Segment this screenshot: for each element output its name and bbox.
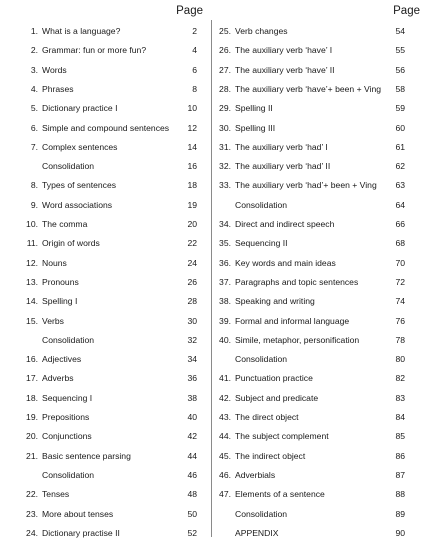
toc-entry-page: 85	[395, 431, 405, 442]
toc-entry-title: Spelling I	[42, 296, 78, 307]
toc-entry-number: 31.	[219, 141, 231, 152]
toc-entry-title: Adverbs	[42, 373, 74, 384]
toc-entry-number: 30.	[219, 122, 231, 133]
toc-entry-number: 36.	[219, 257, 231, 268]
toc-entry-page: 76	[395, 315, 405, 326]
toc-entry-number: 20.	[26, 431, 38, 442]
toc-entry-number: 42.	[219, 392, 231, 403]
toc-entry-title: The auxiliary verb ‘had’ II	[235, 161, 331, 172]
toc-entry-page: 54	[395, 26, 405, 36]
toc-entry[interactable]	[213, 121, 430, 135]
toc-entry-title: Types of sentences	[42, 180, 117, 191]
toc-entry-page: 26	[187, 276, 197, 287]
toc-entry-title: Nouns	[42, 257, 67, 268]
toc-entry[interactable]	[213, 43, 430, 57]
toc-entry-number: 19.	[26, 412, 38, 422]
toc-entry-number: 39.	[219, 315, 231, 326]
toc-entry-page: 84	[395, 412, 405, 422]
toc-entry[interactable]	[213, 217, 430, 231]
toc-entry[interactable]	[213, 82, 430, 96]
toc-entry[interactable]	[0, 487, 209, 501]
toc-entry-title: Simile, metaphor, personification	[235, 334, 360, 345]
toc-entry-title: Adjectives	[42, 354, 82, 365]
toc-entry-number: 4.	[30, 83, 38, 94]
toc-entry-page: 38	[187, 392, 197, 403]
toc-entry-title: Phrases	[42, 83, 74, 94]
toc-entry-number: 29.	[219, 103, 231, 114]
toc-entry-number: 23.	[26, 508, 38, 519]
toc-entry-title: Pronouns	[42, 276, 79, 287]
toc-entry-page: 14	[187, 141, 197, 152]
toc-entry-title: Conjunctions	[42, 431, 92, 442]
toc-entry-title: Sequencing II	[235, 238, 288, 249]
toc-entry-page: 55	[395, 45, 405, 56]
toc-entry[interactable]	[0, 333, 209, 347]
toc-entry[interactable]	[213, 236, 430, 250]
toc-entry-title: Tenses	[42, 489, 70, 500]
toc-entry[interactable]	[213, 352, 430, 366]
toc-entry-title: Word associations	[42, 199, 113, 210]
toc-entry-page: 32	[187, 334, 197, 345]
toc-entry[interactable]	[213, 198, 430, 212]
toc-entry-page: 56	[395, 64, 405, 75]
toc-entry-title: Subject and predicate	[235, 392, 319, 403]
toc-entry[interactable]	[0, 391, 209, 405]
toc-entry-title: Words	[42, 64, 67, 75]
toc-entry-number: 16.	[26, 354, 38, 365]
toc-entry-number: 22.	[26, 489, 38, 500]
toc-entry-page: 8	[192, 83, 197, 94]
toc-entry-page: 52	[187, 527, 197, 538]
toc-entry[interactable]	[0, 429, 209, 443]
toc-entry-page: 90	[395, 527, 405, 538]
toc-entry-number: 21.	[26, 450, 38, 461]
toc-entry-page: 22	[187, 238, 197, 249]
toc-entry-page: 64	[395, 199, 405, 210]
toc-entry-number: 24.	[26, 527, 38, 538]
toc-entry-page: 28	[187, 296, 197, 307]
toc-entry-title: Consolidation	[235, 508, 288, 519]
toc-entry[interactable]	[213, 449, 430, 463]
toc-entry-number: 13.	[26, 276, 38, 287]
toc-entry-number: 44.	[219, 431, 231, 442]
toc-entry-number: 17.	[26, 373, 38, 384]
toc-entry-title: Consolidation	[42, 469, 95, 480]
toc-entry-title: Consolidation	[235, 354, 288, 365]
toc-entry-title: Simple and compound sentences	[42, 122, 170, 133]
toc-entry-page: 20	[187, 219, 197, 229]
toc-entry-title: The comma	[42, 219, 88, 229]
toc-entry-title: Punctuation practice	[235, 373, 313, 384]
toc-entry[interactable]	[213, 526, 430, 540]
toc-entry-page: 44	[187, 450, 197, 461]
toc-entry-number: 46.	[219, 469, 231, 480]
toc-entry-title: Grammar: fun or more fun?	[42, 45, 147, 56]
toc-entry-number: 38.	[219, 296, 231, 307]
toc-entry-title: Speaking and writing	[235, 296, 315, 307]
toc-entry-page: 19	[187, 199, 197, 210]
toc-entry[interactable]	[213, 101, 430, 115]
toc-entry[interactable]	[213, 63, 430, 77]
toc-entry-number: 6.	[30, 122, 38, 133]
page-column-header: Page	[176, 5, 203, 17]
toc-entry-page: 18	[187, 180, 197, 191]
toc-entry-title: Origin of words	[42, 238, 100, 249]
toc-entry-title: Sequencing I	[42, 392, 93, 403]
toc-entry[interactable]	[0, 236, 209, 250]
toc-entry-title: Dictionary practise II	[42, 527, 120, 538]
toc-entry-number: 35.	[219, 238, 231, 249]
toc-entry-title: Consolidation	[42, 334, 95, 345]
toc-entry-title: APPENDIX	[235, 527, 279, 538]
toc-entry[interactable]	[213, 159, 430, 173]
toc-entry-number: 43.	[219, 412, 231, 422]
toc-entry-number: 47.	[219, 489, 231, 500]
toc-entry[interactable]	[213, 24, 430, 38]
toc-entry-number: 9.	[30, 199, 38, 210]
toc-entry[interactable]	[0, 178, 209, 192]
toc-entry-title: Consolidation	[235, 199, 288, 210]
toc-entry[interactable]	[0, 256, 209, 270]
toc-entry-title: Direct and indirect speech	[235, 219, 335, 229]
page-column-header: Page	[393, 5, 420, 17]
toc-entry-title: Verb changes	[235, 26, 288, 36]
toc-entry-number: 14.	[26, 296, 38, 307]
toc-entry-number: 10.	[26, 219, 38, 229]
toc-entry[interactable]	[213, 178, 430, 192]
toc-entry[interactable]	[0, 101, 209, 115]
toc-entry-page: 50	[187, 508, 197, 519]
toc-entry[interactable]	[0, 526, 209, 540]
toc-entry-page: 83	[395, 392, 405, 403]
toc-entry-number: 1.	[30, 26, 38, 36]
toc-entry-number: 25.	[219, 26, 231, 36]
toc-entry-title: Complex sentences	[42, 141, 118, 152]
toc-entry-title: Prepositions	[42, 412, 90, 422]
toc-entry-title: The indirect object	[235, 450, 306, 461]
toc-entry[interactable]	[0, 371, 209, 385]
toc-entry-page: 63	[395, 180, 405, 191]
toc-entry-page: 24	[187, 257, 197, 268]
toc-entry-title: Paragraphs and topic sentences	[235, 276, 359, 287]
toc-entry-title: Basic sentence parsing	[42, 450, 131, 461]
toc-entry[interactable]	[0, 294, 209, 308]
toc-entry-page: 10	[187, 103, 197, 114]
toc-entry-title: Adverbials	[235, 469, 276, 480]
toc-entry[interactable]	[213, 487, 430, 501]
toc-entry[interactable]	[213, 507, 430, 521]
toc-entry-page: 2	[192, 26, 197, 36]
toc-entry-number: 41.	[219, 373, 231, 384]
toc-entry-title: The auxiliary verb ‘have’ I	[235, 45, 333, 56]
toc-entry[interactable]	[213, 410, 430, 424]
toc-entry-page: 72	[395, 276, 405, 287]
toc-entry[interactable]	[0, 140, 209, 154]
toc-entry-number: 12.	[26, 257, 38, 268]
toc-entry[interactable]	[213, 275, 430, 289]
toc-entry-title: Consolidation	[42, 161, 95, 172]
toc-entry-page: 68	[395, 238, 405, 249]
toc-entry-title: What is a language?	[42, 26, 121, 36]
toc-entry-page: 82	[395, 373, 405, 384]
toc-entry-page: 60	[395, 122, 405, 133]
toc-entry-title: The auxiliary verb ‘had’+ been + Ving	[235, 180, 377, 191]
toc-entry-title: The direct object	[235, 412, 299, 422]
toc-entry-page: 62	[395, 161, 405, 172]
toc-entry-page: 89	[395, 508, 405, 519]
toc-entry[interactable]	[213, 371, 430, 385]
toc-entry-page: 6	[192, 64, 197, 75]
toc-entry-title: Spelling III	[235, 122, 276, 133]
toc-entry[interactable]	[213, 391, 430, 405]
toc-entry-page: 34	[187, 354, 197, 365]
toc-entry[interactable]	[0, 468, 209, 482]
toc-entry-page: 36	[187, 373, 197, 384]
toc-entry[interactable]	[213, 140, 430, 154]
toc-entry[interactable]	[0, 352, 209, 366]
toc-entry[interactable]	[0, 121, 209, 135]
toc-entry-number: 18.	[26, 392, 38, 403]
toc-entry-page: 59	[395, 103, 405, 114]
toc-entry-page: 48	[187, 489, 197, 500]
toc-entry-number: 33.	[219, 180, 231, 191]
toc-entry-number: 15.	[26, 315, 38, 326]
toc-entry-page: 74	[395, 296, 405, 307]
toc-entry[interactable]	[213, 429, 430, 443]
toc-entry[interactable]	[0, 449, 209, 463]
toc-entry-number: 2.	[30, 45, 38, 56]
toc-entry-title: Key words and main ideas	[235, 257, 336, 268]
toc-entry-title: Formal and informal language	[235, 315, 350, 326]
toc-entry-number: 28.	[219, 83, 231, 94]
toc-entry-number: 7.	[30, 141, 38, 152]
toc-entry-page: 30	[187, 315, 197, 326]
toc-entry[interactable]	[213, 333, 430, 347]
toc-entry-title: The auxiliary verb ‘have’+ been + Ving	[235, 83, 382, 94]
toc-entry-page: 80	[395, 354, 405, 365]
toc-entry-page: 46	[187, 469, 197, 480]
toc-entry[interactable]	[0, 198, 209, 212]
toc-entry[interactable]	[213, 256, 430, 270]
toc-entry-page: 16	[187, 161, 197, 172]
toc-entry[interactable]	[0, 24, 209, 38]
toc-entry-page: 4	[192, 45, 197, 56]
column-divider	[211, 20, 212, 537]
toc-entry-number: 3.	[30, 64, 38, 75]
toc-entry-title: More about tenses	[42, 508, 114, 519]
toc-entry-title: Spelling II	[235, 103, 273, 114]
toc-entry-number: 26.	[219, 45, 231, 56]
toc-entry-number: 40.	[219, 334, 231, 345]
toc-entry[interactable]	[0, 63, 209, 77]
toc-entry-number: 34.	[219, 219, 231, 229]
toc-entry-title: The subject complement	[235, 431, 329, 442]
toc-entry-title: The auxiliary verb ‘have’ II	[235, 64, 335, 75]
toc-entry-page: 88	[395, 489, 405, 500]
toc-entry[interactable]	[213, 314, 430, 328]
toc-entry-title: Elements of a sentence	[235, 489, 325, 500]
toc-entry-number: 32.	[219, 161, 231, 172]
toc-entry[interactable]	[0, 217, 209, 231]
toc-entry[interactable]	[0, 82, 209, 96]
toc-entry[interactable]	[213, 468, 430, 482]
toc-entry-number: 27.	[219, 64, 231, 75]
toc-entry-page: 12	[187, 122, 197, 133]
toc-entry-number: 5.	[30, 103, 38, 114]
toc-entry[interactable]	[0, 410, 209, 424]
toc-entry-page: 42	[187, 431, 197, 442]
toc-entry[interactable]	[0, 275, 209, 289]
toc-entry-number: 11.	[26, 238, 38, 249]
toc-entry-number: 8.	[30, 180, 38, 191]
toc-entry-title: Verbs	[42, 315, 64, 326]
toc-entry-title: Dictionary practice I	[42, 103, 118, 114]
toc-entry[interactable]	[0, 314, 209, 328]
toc-entry-number: 45.	[219, 450, 231, 461]
toc-entry-page: 87	[395, 469, 405, 480]
toc-entry-page: 61	[395, 141, 405, 152]
toc-entry[interactable]	[0, 43, 209, 57]
toc-entry-page: 70	[395, 257, 405, 268]
toc-entry-page: 66	[395, 219, 405, 229]
toc-entry-page: 86	[395, 450, 405, 461]
toc-entry[interactable]	[0, 159, 209, 173]
toc-entry-number: 37.	[219, 276, 231, 287]
toc-entry-page: 58	[395, 83, 405, 94]
toc-entry-page: 78	[395, 334, 405, 345]
toc-entry[interactable]	[0, 507, 209, 521]
toc-entry[interactable]	[213, 294, 430, 308]
toc-entry-title: The auxiliary verb ‘had’ I	[235, 141, 328, 152]
toc-entry-page: 40	[187, 412, 197, 422]
